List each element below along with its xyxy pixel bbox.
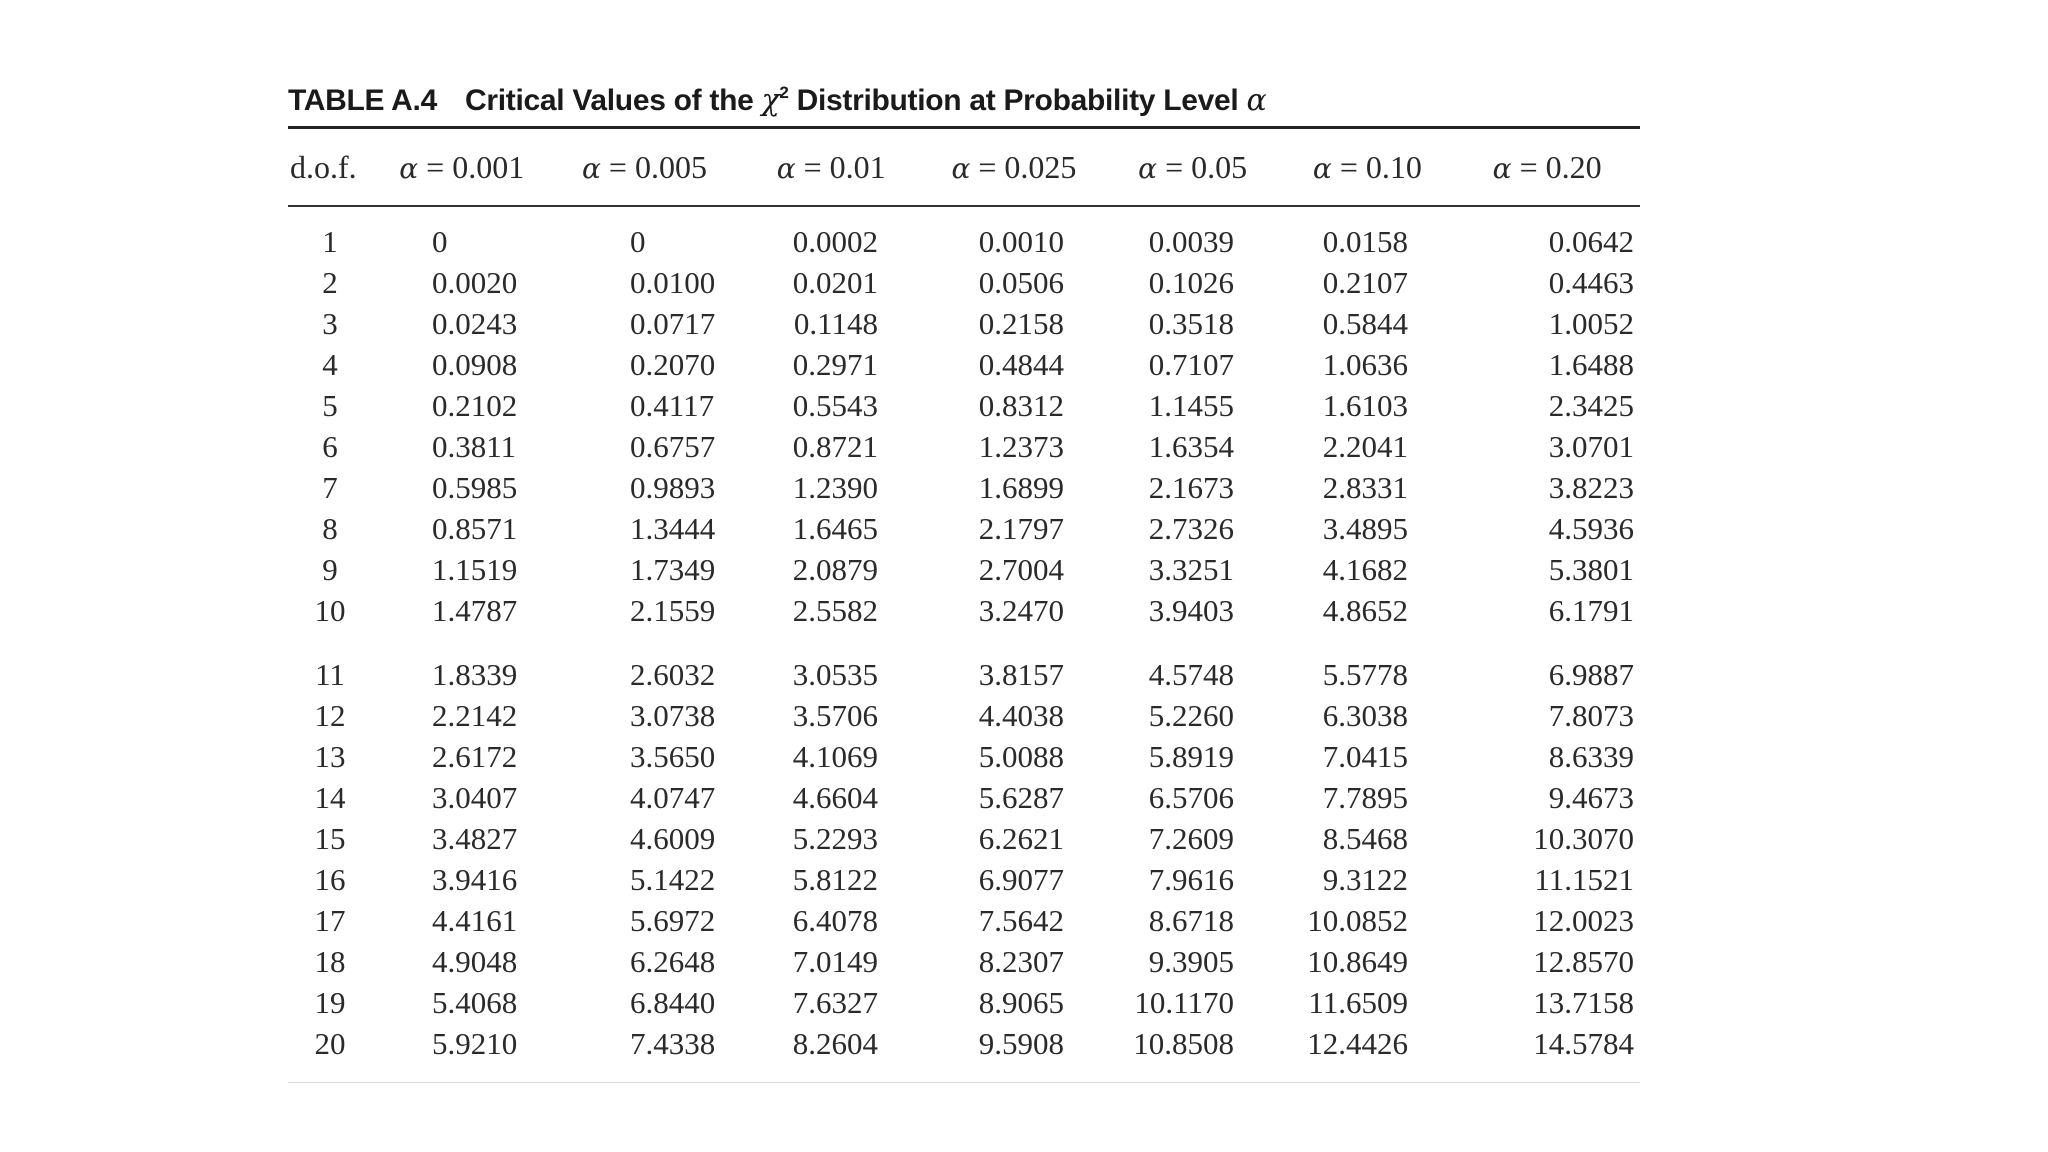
value-cell: 0.0908 xyxy=(432,346,518,382)
value-cell: 0.5543 xyxy=(792,387,878,423)
value-cell: 0.0100 xyxy=(630,264,716,300)
header-alpha-6 xyxy=(1281,149,1455,186)
header-alpha-3 xyxy=(739,149,923,186)
dof-cell: 19 xyxy=(314,984,346,1020)
dof-cell: 11 xyxy=(315,656,345,692)
value-cell: 7.8073 xyxy=(1548,697,1634,733)
value-cell: 2.0879 xyxy=(792,551,878,587)
value-cell: 5.2293 xyxy=(792,820,878,856)
value-cell: 14.5784 xyxy=(1533,1025,1634,1061)
value-cell: 0.7107 xyxy=(1148,346,1234,382)
value-cell: 0.3518 xyxy=(1148,305,1234,341)
value-cell: 0.8571 xyxy=(432,510,518,546)
value-cell: 1.7349 xyxy=(630,551,716,587)
value-cell: 5.1422 xyxy=(630,861,716,897)
table-row xyxy=(288,1023,1640,1064)
dof-cell: 8 xyxy=(322,510,338,546)
value-cell: 0.0158 xyxy=(1322,223,1408,259)
group-spacer xyxy=(288,631,1640,654)
value-cell: 7.7895 xyxy=(1322,779,1408,815)
value-cell: 1.1455 xyxy=(1148,387,1234,423)
value-cell: 12.4426 xyxy=(1307,1025,1408,1061)
caption-text-before: Critical Values of the xyxy=(464,84,762,117)
dof-cell: 12 xyxy=(314,697,346,733)
value-cell: 6.3038 xyxy=(1322,697,1408,733)
value-cell: 3.9416 xyxy=(432,861,518,897)
value-cell: 2.5582 xyxy=(792,592,878,628)
chi-superscript: 2 xyxy=(779,83,789,102)
value-cell: 4.5748 xyxy=(1148,656,1234,692)
value-cell: 8.5468 xyxy=(1322,820,1408,856)
value-cell: 0.5844 xyxy=(1322,305,1408,341)
dof-cell: 4 xyxy=(322,346,338,382)
caption-text-after: Distribution at Probability Level xyxy=(788,84,1247,117)
value-cell: 1.6103 xyxy=(1322,387,1408,423)
value-cell: 3.5706 xyxy=(792,697,878,733)
value-cell: 8.2307 xyxy=(978,943,1064,979)
value-cell: 0.0002 xyxy=(792,223,878,259)
value-cell: 7.2609 xyxy=(1148,820,1234,856)
value-cell: 8.6339 xyxy=(1548,738,1634,774)
table-row xyxy=(288,467,1640,508)
value-cell: 5.8122 xyxy=(792,861,878,897)
value-cell: 5.0088 xyxy=(978,738,1064,774)
value-cell: 0.2102 xyxy=(432,387,518,423)
value-cell: 6.2648 xyxy=(630,943,716,979)
value-cell: 0.0039 xyxy=(1148,223,1234,259)
header-alpha-5 xyxy=(1105,149,1281,186)
value-cell: 3.2470 xyxy=(978,592,1064,628)
value-cell: 4.6009 xyxy=(630,820,716,856)
value-cell: 7.5642 xyxy=(978,902,1064,938)
value-cell: 5.2260 xyxy=(1148,697,1234,733)
value-cell: 11.6509 xyxy=(1308,984,1408,1020)
header-alpha-7 xyxy=(1454,149,1640,186)
value-cell: 0.0020 xyxy=(432,264,518,300)
value-cell: 4.1069 xyxy=(792,738,878,774)
dof-cell: 3 xyxy=(322,305,338,341)
header-row xyxy=(288,129,1640,205)
value-cell: 0.0717 xyxy=(630,305,716,341)
table-row xyxy=(288,221,1640,262)
dof-cell: 15 xyxy=(314,820,346,856)
value-cell: 2.2142 xyxy=(432,697,518,733)
value-cell: 4.4161 xyxy=(432,902,518,938)
header-alpha-symbol: α xyxy=(1138,151,1158,185)
value-cell: 0.2971 xyxy=(792,346,878,382)
value-cell: 0.1148 xyxy=(793,305,878,341)
value-cell: 7.9616 xyxy=(1148,861,1234,897)
value-cell: 2.6032 xyxy=(630,656,716,692)
dof-cell: 1 xyxy=(322,223,338,259)
value-cell: 1.0052 xyxy=(1548,305,1634,341)
value-cell: 3.0701 xyxy=(1548,428,1634,464)
value-cell: 1.2390 xyxy=(792,469,878,505)
header-alpha-symbol: α xyxy=(1492,151,1512,185)
value-cell: 6.9887 xyxy=(1548,656,1634,692)
value-cell: 4.0747 xyxy=(630,779,716,815)
value-cell: 7.4338 xyxy=(630,1025,716,1061)
value-cell: 0.0201 xyxy=(792,264,878,300)
value-cell: 12.8570 xyxy=(1533,943,1634,979)
value-cell: 0.8312 xyxy=(978,387,1064,423)
value-cell: 3.4895 xyxy=(1322,510,1408,546)
value-cell: 2.3425 xyxy=(1548,387,1634,423)
table-row xyxy=(288,859,1640,900)
value-cell: 5.9210 xyxy=(432,1025,518,1061)
value-cell: 5.3801 xyxy=(1548,551,1634,587)
dof-cell: 2 xyxy=(322,264,338,300)
value-cell: 0.0010 xyxy=(978,223,1064,259)
value-cell: 4.4038 xyxy=(978,697,1064,733)
value-cell: 10.8508 xyxy=(1133,1025,1234,1061)
header-alpha-value: = 0.005 xyxy=(608,148,707,185)
value-cell: 6.5706 xyxy=(1148,779,1234,815)
value-cell: 1.6899 xyxy=(978,469,1064,505)
dof-cell: 17 xyxy=(314,902,346,938)
table-row xyxy=(288,695,1640,736)
value-cell: 2.7004 xyxy=(978,551,1064,587)
table-row xyxy=(288,303,1640,344)
dof-cell: 7 xyxy=(322,469,338,505)
dof-cell: 9 xyxy=(322,551,338,587)
chi-symbol: χ xyxy=(761,83,780,118)
value-cell: 10.8649 xyxy=(1307,943,1408,979)
value-cell: 11.1521 xyxy=(1534,861,1634,897)
value-cell: 5.5778 xyxy=(1322,656,1408,692)
value-cell: 3.9403 xyxy=(1148,592,1234,628)
header-alpha-symbol: α xyxy=(581,151,601,185)
value-cell: 2.1559 xyxy=(630,592,716,628)
value-cell: 3.5650 xyxy=(630,738,716,774)
value-cell: 10.1170 xyxy=(1134,984,1234,1020)
header-alpha-symbol: α xyxy=(776,151,796,185)
value-cell: 3.0407 xyxy=(432,779,518,815)
table-row xyxy=(288,777,1640,818)
value-cell: 3.8157 xyxy=(978,656,1064,692)
alpha-symbol: α xyxy=(1246,83,1267,118)
value-cell: 9.3122 xyxy=(1322,861,1408,897)
header-alpha-value: = 0.001 xyxy=(426,148,525,185)
value-cell: 0.8721 xyxy=(792,428,878,464)
value-cell: 3.0738 xyxy=(630,697,716,733)
header-alpha-value: = 0.20 xyxy=(1519,148,1602,185)
value-cell: 0.4844 xyxy=(978,346,1064,382)
table-body xyxy=(288,207,1640,1064)
header-alpha-4 xyxy=(923,149,1105,186)
value-cell: 0.0243 xyxy=(432,305,518,341)
dof-cell: 10 xyxy=(314,592,346,628)
dof-cell: 14 xyxy=(314,779,346,815)
value-cell: 0.2107 xyxy=(1322,264,1408,300)
value-cell: 0 xyxy=(630,223,646,259)
value-cell: 7.0415 xyxy=(1322,738,1408,774)
table-row xyxy=(288,549,1640,590)
value-cell: 1.6465 xyxy=(792,510,878,546)
value-cell: 0.3811 xyxy=(432,428,517,464)
value-cell: 0.2070 xyxy=(630,346,716,382)
value-cell: 2.2041 xyxy=(1322,428,1408,464)
value-cell: 5.4068 xyxy=(432,984,518,1020)
header-alpha-value: = 0.10 xyxy=(1339,148,1422,185)
value-cell: 4.1682 xyxy=(1322,551,1408,587)
table-row xyxy=(288,426,1640,467)
value-cell: 6.8440 xyxy=(630,984,716,1020)
value-cell: 5.6972 xyxy=(630,902,716,938)
value-cell: 1.8339 xyxy=(432,656,518,692)
value-cell: 0.9893 xyxy=(630,469,716,505)
value-cell: 1.6488 xyxy=(1548,346,1634,382)
table-row xyxy=(288,818,1640,859)
value-cell: 0.6757 xyxy=(630,428,716,464)
value-cell: 9.3905 xyxy=(1148,943,1234,979)
table-number: TABLE A.4 xyxy=(288,84,437,117)
value-cell: 1.3444 xyxy=(630,510,716,546)
value-cell: 2.6172 xyxy=(432,738,518,774)
value-cell: 1.1519 xyxy=(432,551,518,587)
value-cell: 7.0149 xyxy=(792,943,878,979)
value-cell: 5.8919 xyxy=(1148,738,1234,774)
value-cell: 0.4463 xyxy=(1548,264,1634,300)
header-alpha-value: = 0.01 xyxy=(803,148,886,185)
table-row xyxy=(288,590,1640,631)
value-cell: 8.2604 xyxy=(792,1025,878,1061)
table-row xyxy=(288,508,1640,549)
table-row xyxy=(288,941,1640,982)
dof-cell: 16 xyxy=(314,861,346,897)
value-cell: 2.1673 xyxy=(1148,469,1234,505)
value-cell: 0.4117 xyxy=(630,387,715,423)
value-cell: 8.6718 xyxy=(1148,902,1234,938)
value-cell: 2.7326 xyxy=(1148,510,1234,546)
table-row xyxy=(288,385,1640,426)
dof-cell: 6 xyxy=(322,428,338,464)
header-alpha-symbol: α xyxy=(1312,151,1332,185)
value-cell: 1.0636 xyxy=(1322,346,1408,382)
bottom-rule xyxy=(288,1082,1640,1083)
table-row xyxy=(288,344,1640,385)
value-cell: 3.4827 xyxy=(432,820,518,856)
value-cell: 13.7158 xyxy=(1533,984,1634,1020)
dof-cell: 18 xyxy=(314,943,346,979)
value-cell: 3.8223 xyxy=(1548,469,1634,505)
header-dof: d.o.f. xyxy=(290,148,357,185)
value-cell: 6.1791 xyxy=(1548,592,1634,628)
value-cell: 3.0535 xyxy=(792,656,878,692)
value-cell: 1.6354 xyxy=(1148,428,1234,464)
value-cell: 7.6327 xyxy=(792,984,878,1020)
header-alpha-value: = 0.025 xyxy=(978,148,1077,185)
header-alpha-symbol: α xyxy=(951,151,971,185)
value-cell: 4.6604 xyxy=(792,779,878,815)
value-cell: 3.3251 xyxy=(1148,551,1234,587)
table-caption xyxy=(288,68,1640,120)
header-alpha-symbol: α xyxy=(399,151,419,185)
dof-cell: 20 xyxy=(314,1025,346,1061)
value-cell: 0.0506 xyxy=(978,264,1064,300)
header-alpha-2 xyxy=(550,149,740,186)
value-cell: 10.0852 xyxy=(1307,902,1408,938)
value-cell: 5.6287 xyxy=(978,779,1064,815)
value-cell: 2.8331 xyxy=(1322,469,1408,505)
value-cell: 1.4787 xyxy=(432,592,518,628)
value-cell: 1.2373 xyxy=(978,428,1064,464)
header-alpha-1 xyxy=(374,149,550,186)
table-row xyxy=(288,900,1640,941)
value-cell: 4.9048 xyxy=(432,943,518,979)
value-cell: 0.1026 xyxy=(1148,264,1234,300)
value-cell: 2.1797 xyxy=(978,510,1064,546)
value-cell: 0.2158 xyxy=(978,305,1064,341)
table-row xyxy=(288,982,1640,1023)
header-alpha-value: = 0.05 xyxy=(1165,148,1248,185)
table-row xyxy=(288,654,1640,695)
value-cell: 6.2621 xyxy=(978,820,1064,856)
table-row xyxy=(288,736,1640,777)
value-cell: 12.0023 xyxy=(1533,902,1634,938)
value-cell: 0 xyxy=(432,223,448,259)
table-row xyxy=(288,262,1640,303)
value-cell: 6.9077 xyxy=(978,861,1064,897)
chi-square-table xyxy=(288,68,1640,1083)
value-cell: 4.5936 xyxy=(1548,510,1634,546)
dof-cell: 13 xyxy=(314,738,346,774)
value-cell: 0.5985 xyxy=(432,469,518,505)
value-cell: 6.4078 xyxy=(792,902,878,938)
value-cell: 10.3070 xyxy=(1533,820,1634,856)
value-cell: 8.9065 xyxy=(978,984,1064,1020)
value-cell: 4.8652 xyxy=(1322,592,1408,628)
dof-cell: 5 xyxy=(322,387,338,423)
value-cell: 0.0642 xyxy=(1548,223,1634,259)
value-cell: 9.4673 xyxy=(1548,779,1634,815)
value-cell: 9.5908 xyxy=(978,1025,1064,1061)
